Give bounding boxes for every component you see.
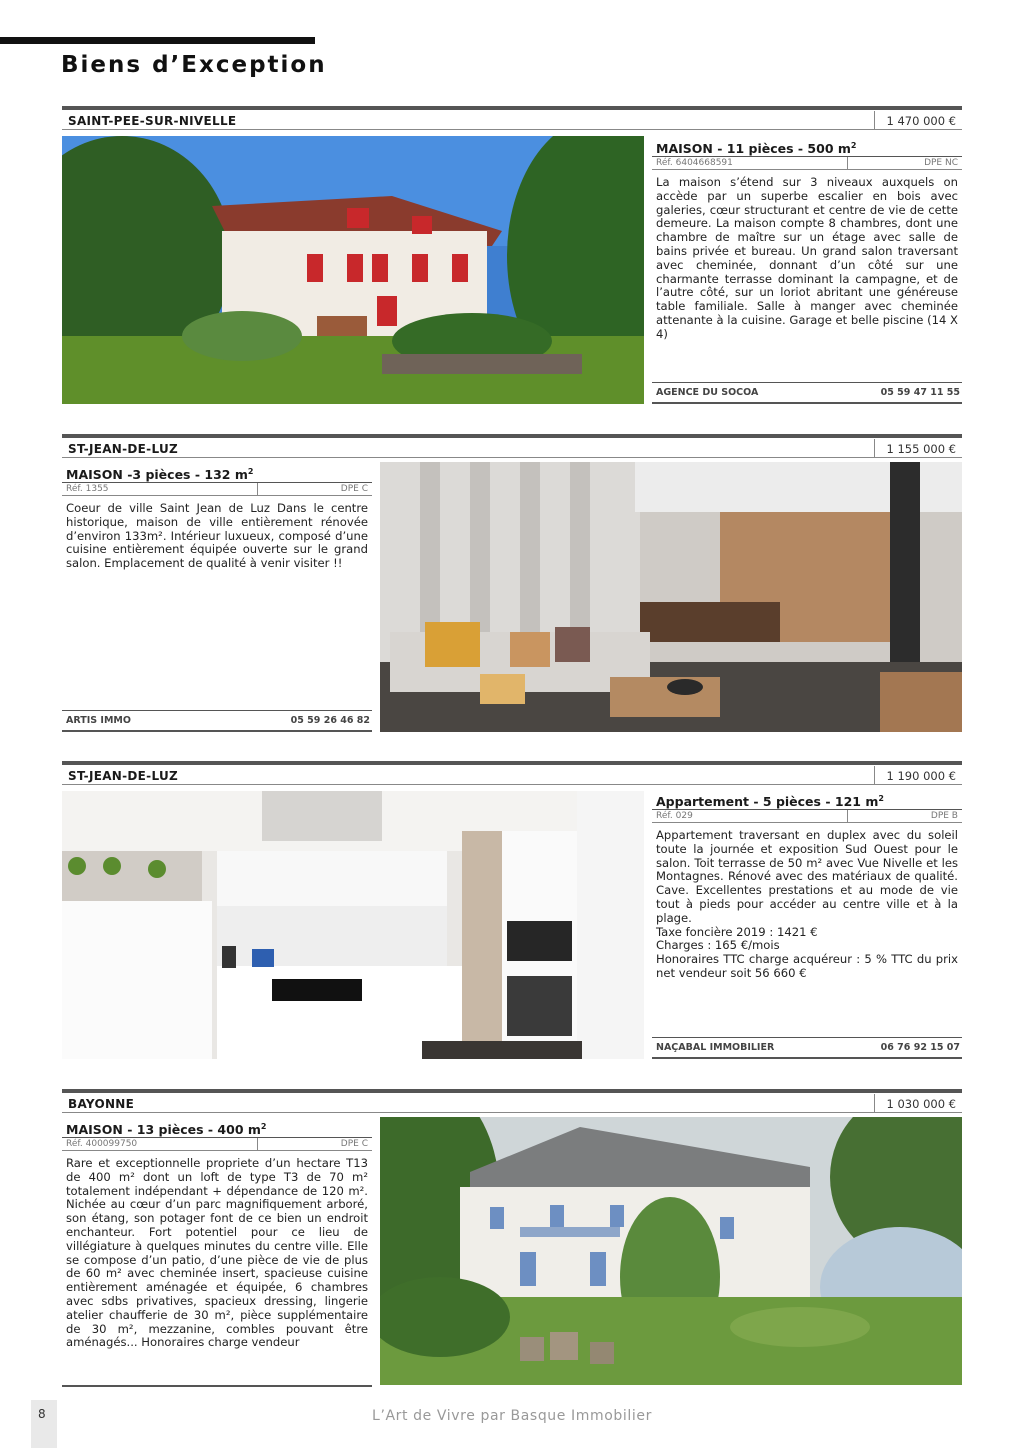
- property-description: [652, 823, 962, 981]
- listing-saint-pee: [62, 106, 962, 406]
- reference-row: [62, 1137, 372, 1151]
- property-description: La maison s’étend sur 3 niveaux auxquels on accède par un superbe escalier en bois avec galeries, cœur structurant et centre de vie de cette demeure. La maison compte 8 chambres, dont une chambre de maître sur un étage avec salle de bains privée et bureau. Un grand salon traversant avec cheminée, donnant d’un côté sur une charmante terrasse dominant la campagne, et de l’autre côté, sur un loriot abritant une généreuse table familiale. Salle à manger avec cheminée attenante à la cuisine. Garage et belle piscine (14 X 4): [656, 175, 958, 341]
- agency-phone: 06 76 92 15 07: [880, 1042, 960, 1053]
- listing-info: [62, 1117, 372, 1387]
- description-text: Appartement traversant en duplex avec du soleil toute la journée et exposition Sud Ouest pour le salon. Toit terrasse de 50 m² avec Vue Nivelle et les Montagnes. Rénové avec des matériaux de qualité. Cave. Excellentes prestations et au mode de vie tout à pieds pour accéder au centre ville et à la plage.: [656, 828, 958, 925]
- listing-price: 1 030 000 €: [874, 1094, 962, 1112]
- reference-separator: [257, 483, 258, 496]
- agency-row: [62, 710, 372, 732]
- reference-number: Réf. 029: [656, 811, 693, 821]
- kitchen-photo: [62, 791, 644, 1059]
- listing-price: 1 190 000 €: [874, 766, 962, 784]
- listing-bayonne: [62, 1089, 962, 1389]
- living-room-photo: [380, 462, 962, 732]
- property-description: Coeur de ville Saint Jean de Luz Dans le centre historique, maison de ville entièrement rénovée d’environ 133m². Intérieur luxueux, composé d’une cuisine entièrement équipée ouverte sur le grand salon. Emplacement de qualité à venir visiter !!: [66, 501, 368, 571]
- listing-divider: [62, 1112, 962, 1113]
- listing-st-jean-appartement: [62, 761, 962, 1061]
- footer-tagline: L’Art de Vivre par Basque Immobilier: [372, 1408, 652, 1424]
- agency-row: [652, 382, 962, 404]
- listing-price: 1 155 000 €: [874, 439, 962, 457]
- top-bar: [0, 37, 315, 44]
- listing-st-jean-maison: [62, 434, 962, 734]
- reference-separator: [847, 810, 848, 823]
- listing-city: ST-JEAN-DE-LUZ: [68, 442, 179, 456]
- listing-price: 1 470 000 €: [874, 111, 962, 129]
- tax-line: Taxe foncière 2019 : 1421 €: [656, 924, 818, 939]
- garden-house-photo: [380, 1117, 962, 1385]
- listing-rule: [62, 761, 962, 765]
- reference-row: [62, 482, 372, 496]
- listing-info: [62, 462, 372, 732]
- reference-separator: [257, 1138, 258, 1151]
- dpe-rating: DPE C: [340, 1139, 368, 1149]
- property-title: MAISON - 11 pièces - 500 $m^2$: [656, 141, 857, 157]
- dpe-rating: DPE NC: [924, 158, 958, 168]
- reference-number: Réf. 1355: [66, 484, 109, 494]
- fees-line: Honoraires TTC charge acquéreur : 5 % TTC du prix net vendeur soit 56 660 €: [656, 952, 958, 980]
- house-photo: [62, 136, 644, 404]
- listing-divider: [62, 129, 962, 130]
- reference-separator: [847, 157, 848, 170]
- reference-row: [652, 809, 962, 823]
- listing-rule: [62, 106, 962, 110]
- listing-city: BAYONNE: [68, 1097, 135, 1111]
- dpe-rating: DPE C: [340, 484, 368, 494]
- reference-number: Réf. 6404668591: [656, 158, 733, 168]
- property-description: Rare et exceptionnelle propriete d’un hectare T13 de 400 m² dont un loft de type T3 de 70 m² totalement indépendant + dépendance de 120 m². Nichée au cœur d’un parc magnifiquement arboré, son étang, son potager font de ce bien un endroit enchanteur. Fort potentiel pour ce lieu de villégiature à quelques minutes du centre ville. Elle se compose d’un patio, d’une pièce de vie de plus de 60 m² avec cheminée insert, spacieuse cuisine entièrement aménagée et équipée, 6 chambres avec sdbs privatives, spacieux dressing, lingerie atelier chaufferie de 30 m², pièce supplémentaire de 30 m², mezzanine, combles pouvant être aménagés... Honoraires charge vendeur: [66, 1156, 368, 1350]
- listing-info: [652, 789, 962, 1059]
- agency-phone: 05 59 47 11 55: [880, 387, 960, 398]
- listing-divider: [62, 457, 962, 458]
- dpe-rating: DPE B: [930, 811, 958, 821]
- listing-rule: [62, 434, 962, 438]
- listing-city: ST-JEAN-DE-LUZ: [68, 769, 179, 783]
- property-title: MAISON - 13 pièces - 400 $m^2$: [66, 1122, 267, 1138]
- agency-phone: 05 59 26 46 82: [290, 715, 370, 726]
- reference-number: Réf. 400099750: [66, 1139, 138, 1149]
- agency-name: ARTIS IMMO: [66, 715, 131, 726]
- listing-divider: [62, 784, 962, 785]
- property-title: Appartement - 5 pièces - 121 $m^2$: [656, 794, 884, 810]
- charges-line: Charges : 165 €/mois: [656, 938, 780, 953]
- listing-info: [652, 136, 962, 404]
- page-number: 8: [38, 1407, 46, 1421]
- listing-city: SAINT-PEE-SUR-NIVELLE: [68, 114, 237, 128]
- reference-row: [652, 156, 962, 170]
- agency-row: [652, 1037, 962, 1059]
- property-title: MAISON -3 pièces - 132 $m^2$: [66, 467, 254, 483]
- listing-rule: [62, 1089, 962, 1093]
- agency-name: AGENCE DU SOCOA: [656, 387, 759, 398]
- page-title: Biens d’Exception: [61, 52, 327, 78]
- agency-name: NAÇABAL IMMOBILIER: [656, 1042, 775, 1053]
